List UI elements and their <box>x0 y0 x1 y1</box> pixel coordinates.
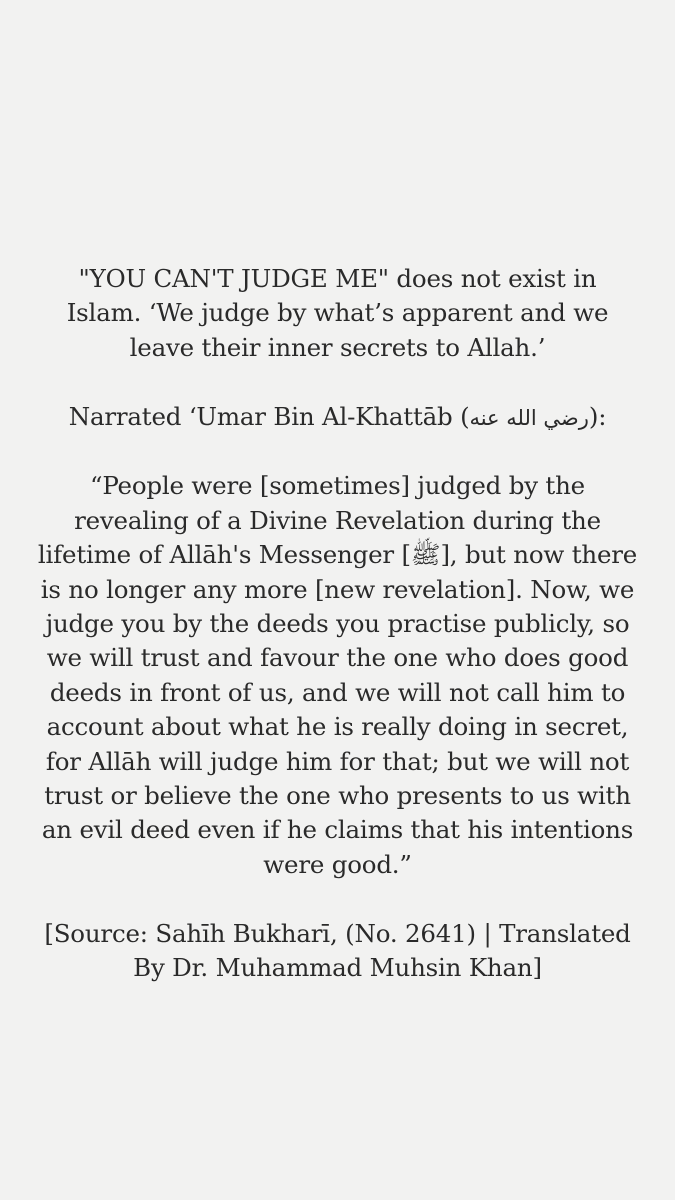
spacer <box>30 435 645 469</box>
narrator-arabic-honorific: رضي الله عنه <box>469 405 589 430</box>
spacer <box>30 365 645 399</box>
source-citation: [Source: Sahīh Bukharī, (No. 2641) | Translated By Dr. Muhammad Muhsin Khan] <box>44 918 631 983</box>
narrator-suffix: ): <box>588 401 607 431</box>
post-heading: "YOU CAN'T JUDGE ME" does not exist in Islam. ‘We judge by what’s apparent and we leave their inner secrets to Allah.’ <box>66 264 609 362</box>
narrator-line <box>30 400 645 435</box>
spacer <box>30 882 645 916</box>
post-content <box>30 262 645 985</box>
hadith-quote: “People were [sometimes] judged by the revealing of a Divine Revelation during the lifetime of Allāh's Messenger [ﷺ], but now there is no longer any more [new revelation]. Now, we judge you by the deeds you practise publicly, so we will trust and favour the one who does good deeds in front of us, and we will not call him to account about what he is really doing in secret, for Allāh will judge him for that; but we will not trust or believe the one who presents to us with an evil deed even if he claims that his intentions were good.” <box>37 471 638 879</box>
narrator-prefix: Narrated ‘Umar Bin Al-Khattāb ( <box>68 401 470 431</box>
